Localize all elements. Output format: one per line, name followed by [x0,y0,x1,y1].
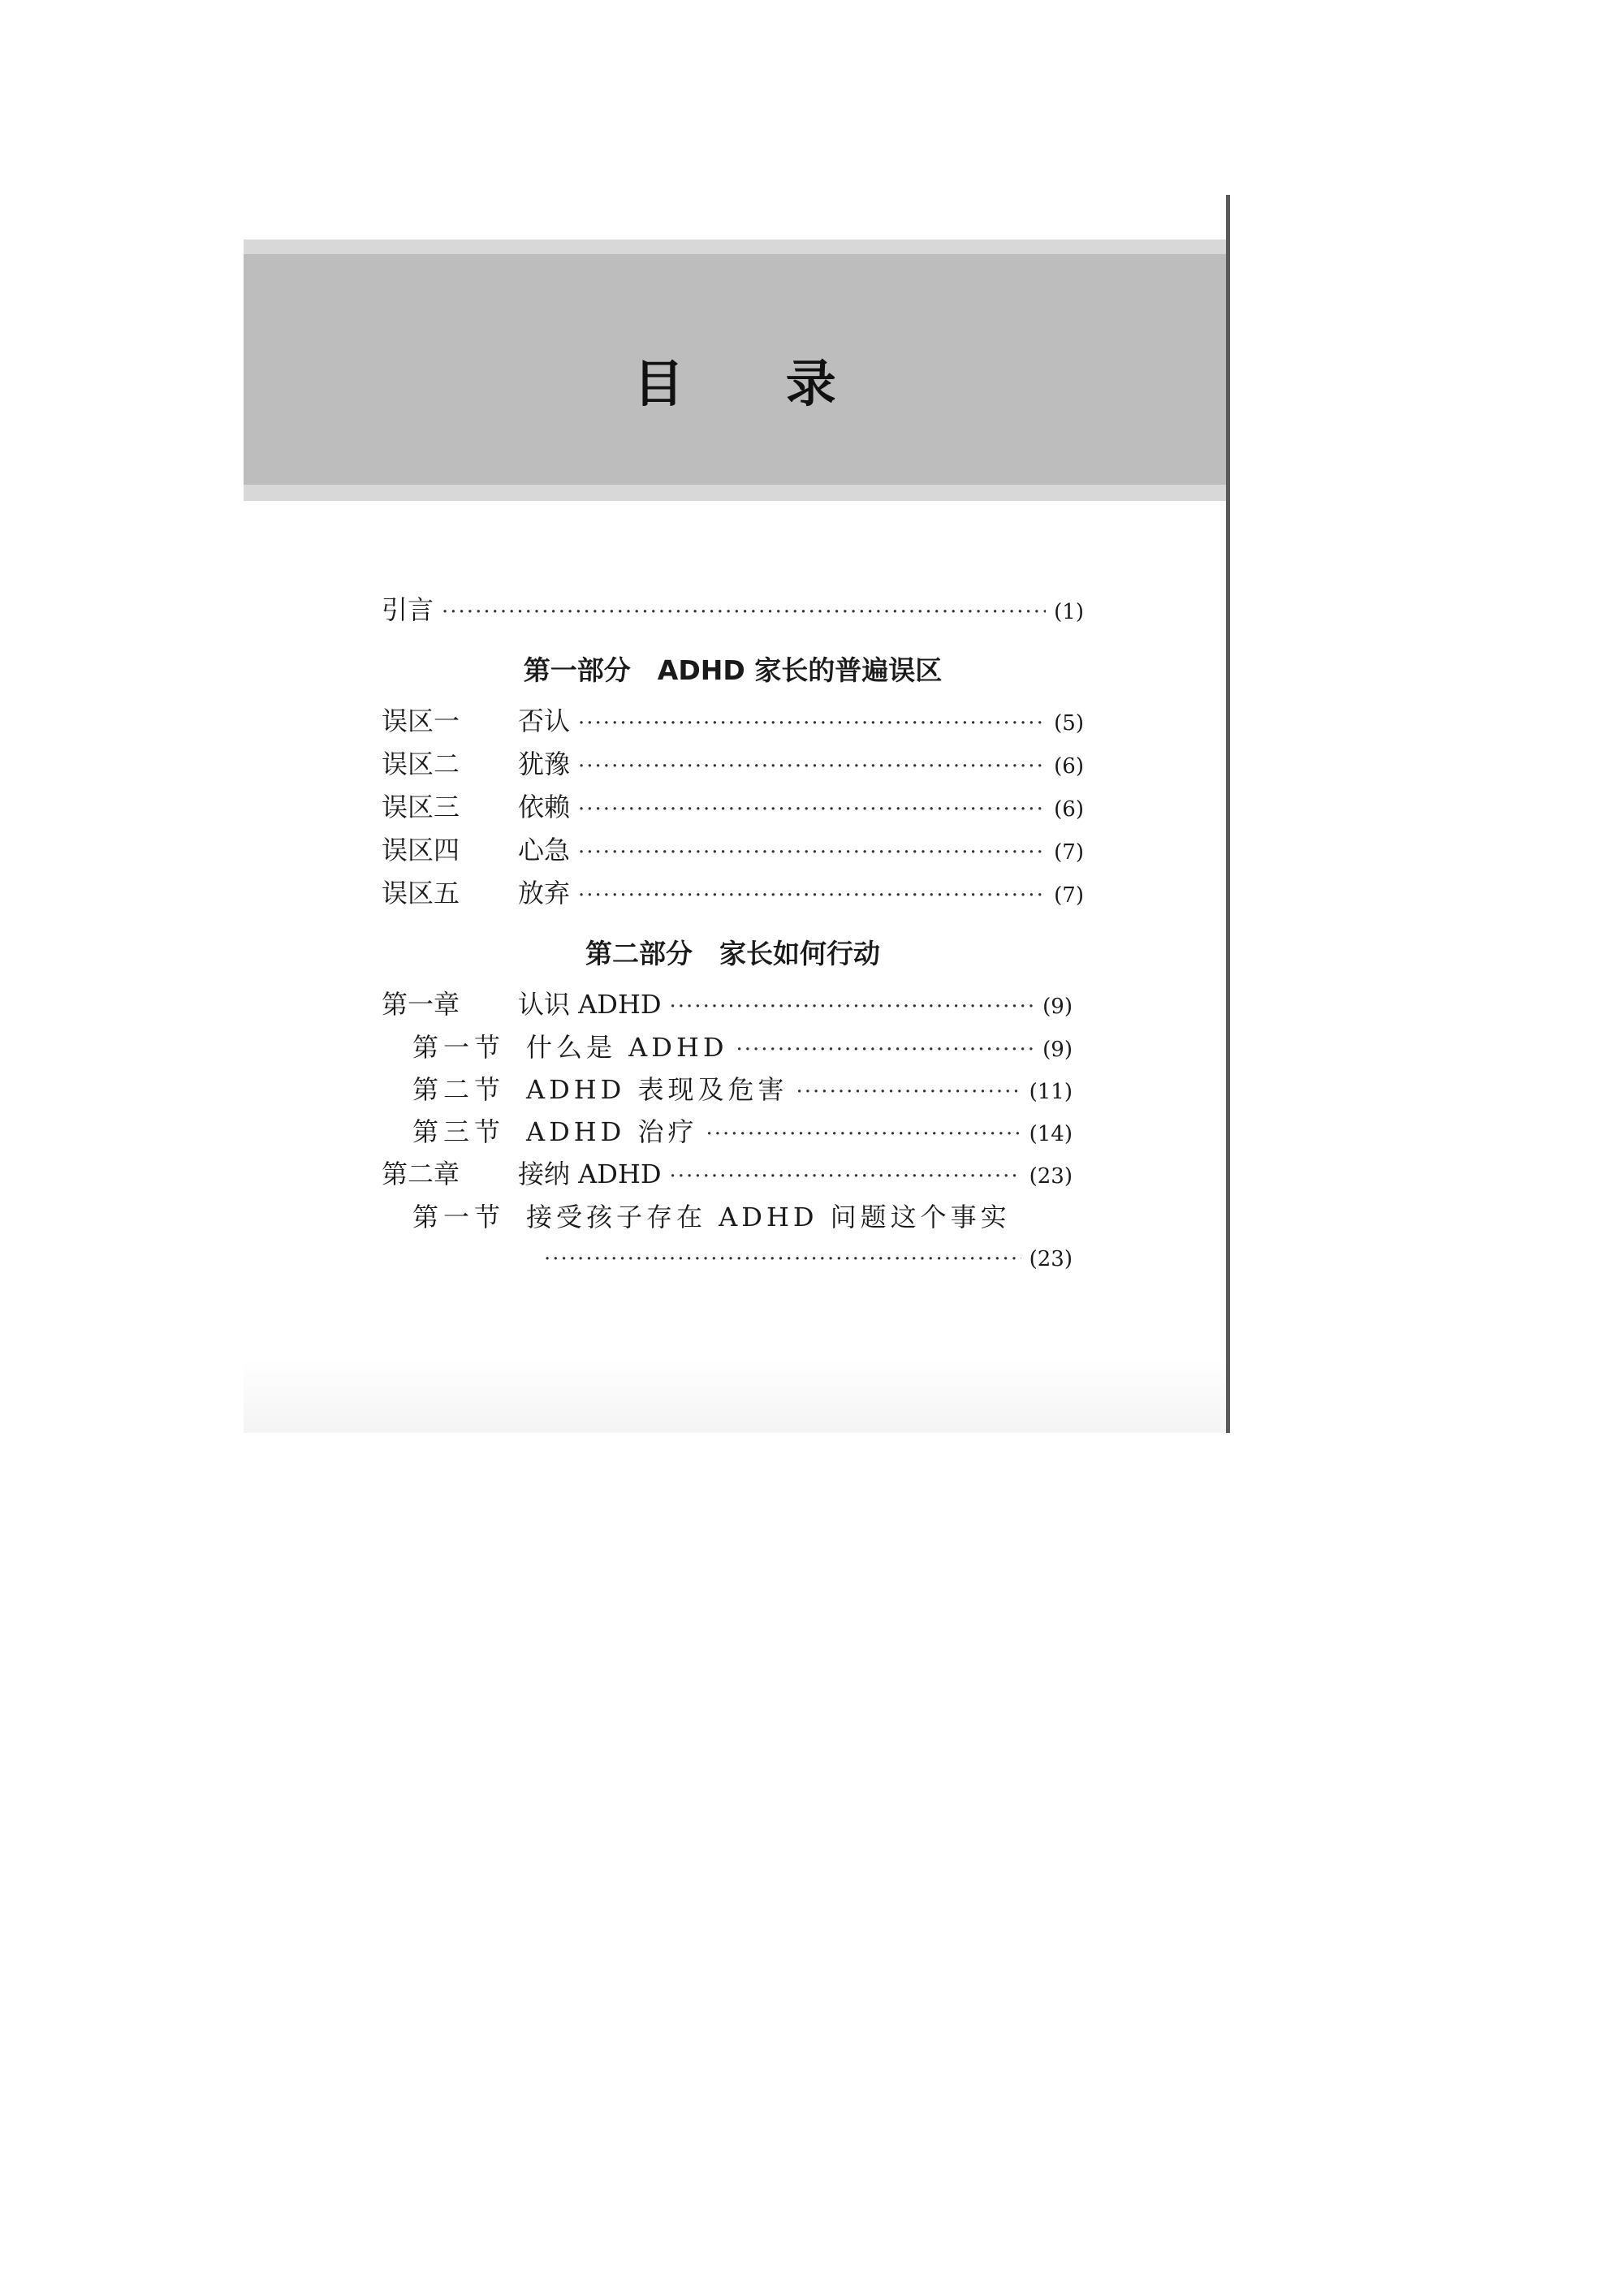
toc-chapter [382,983,1084,1026]
toc-page-number: (23) [1029,1164,1073,1189]
toc-section [382,1196,1084,1238]
toc-entry-number: 第二节 [412,1074,506,1105]
toc-entry-label: 引言 [382,594,434,625]
toc-entry-label: 认识 ADHD [518,989,662,1020]
leader-dots [578,745,1046,788]
toc-page-number: (1) [1054,600,1084,624]
toc-entry-label: ADHD 表现及危害 [526,1074,788,1105]
toc-entry-label: 放弃 [518,878,571,908]
leader-dots [442,591,1046,634]
toc-chapter [382,1153,1084,1196]
toc-page-number: (14) [1029,1122,1073,1146]
toc-entry-label: 心急 [518,835,571,865]
leader-dots [544,1238,1021,1281]
toc-entry-label: 什么是 ADHD [526,1032,728,1063]
toc-entry-number: 误区四 [382,835,460,865]
leader-dots [578,874,1046,917]
toc-entry-number: 误区二 [382,749,460,779]
part-1-heading: 第一部分 ADHD 家长的普遍误区 [523,654,943,686]
toc-entry-number: 误区五 [382,878,460,908]
toc-entry-label: 依赖 [518,792,571,822]
toc-page-number: (6) [1054,754,1084,779]
toc-section [382,1111,1084,1153]
toc-entry-number: 误区一 [382,706,460,736]
band-highlight-bottom [244,485,1226,501]
toc-entry-number: 第二章 [382,1159,460,1189]
toc-section-continuation [382,1238,1084,1281]
leader-dots [670,1155,1021,1198]
toc-page-number: (7) [1054,840,1084,865]
part-2-heading: 第二部分 家长如何行动 [585,938,880,969]
toc-entry-number: 第一节 [412,1032,506,1063]
toc-entry-label: ADHD 治疗 [526,1116,698,1147]
table-of-contents [382,589,1084,1281]
toc-section [382,1026,1084,1068]
toc-entry [382,786,1084,829]
book-page [244,195,1228,1433]
toc-page-number: (11) [1029,1080,1073,1104]
toc-page-number: (7) [1054,883,1084,908]
leader-dots [736,1029,1035,1071]
toc-page-number: (5) [1054,711,1084,736]
toc-entry [382,829,1084,872]
page-edge-line [1226,195,1230,1433]
leader-dots [670,986,1035,1029]
toc-entry-number: 第一节 [412,1202,506,1232]
page-title: 目 录 [633,354,878,413]
toc-entry-number: 第三节 [412,1116,506,1147]
leader-dots [578,831,1046,874]
leader-dots [706,1113,1021,1155]
toc-entry [382,872,1084,915]
leader-dots [578,788,1046,831]
toc-entry-number: 第一章 [382,989,460,1020]
band-highlight-top [244,240,1226,254]
toc-entry-label: 否认 [518,706,571,736]
toc-entry-intro [382,589,1084,632]
toc-page-number: (23) [1029,1247,1073,1271]
toc-entry-number: 误区三 [382,792,460,822]
toc-page-number: (9) [1042,1038,1073,1062]
toc-entry-label: 接纳 ADHD [518,1159,662,1189]
toc-entry [382,743,1084,786]
toc-page-number: (6) [1054,797,1084,822]
toc-page-number: (9) [1042,995,1073,1019]
toc-section [382,1068,1084,1111]
toc-entry [382,700,1084,743]
leader-dots [796,1071,1021,1113]
toc-entry-label: 犹豫 [518,749,571,779]
toc-entry-label: 接受孩子存在 ADHD 问题这个事实 [526,1202,1011,1232]
leader-dots [578,702,1046,745]
